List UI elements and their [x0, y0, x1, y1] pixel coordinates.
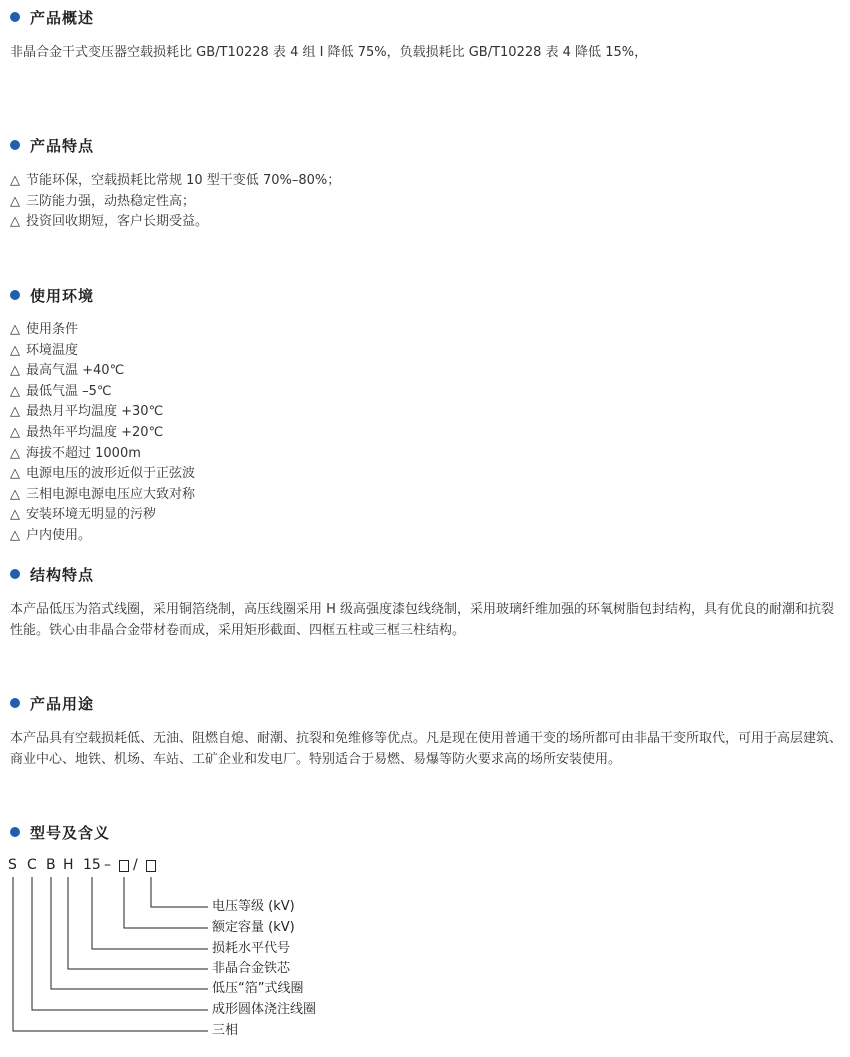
label-foil-winding: 低压“箔”式线圈 [212, 981, 304, 996]
code-dash: – [104, 857, 111, 873]
connector-loss-level [92, 877, 208, 949]
list-item: △ 投资回收期短，客户长期受益。 [10, 214, 209, 230]
environment-heading [10, 284, 94, 306]
label-cast-coil: 成形圆体浇注线圈 [212, 1002, 317, 1017]
list-item: △ 电源电压的波形近似于正弦波 [10, 466, 196, 482]
list-item: △ 最热月平均温度 +30℃ [10, 404, 164, 420]
overview-heading [10, 6, 94, 28]
list-item: △ 最高气温 +40℃ [10, 363, 125, 379]
list-item: △ 最低气温 –5℃ [10, 383, 112, 399]
list-item: △ 海拔不超过 1000m [10, 445, 141, 461]
bullet-dot-icon [10, 12, 20, 22]
list-item: △ 安装环境无明显的污秽 [10, 507, 157, 523]
model-heading-text: 型号及含义 [30, 823, 111, 842]
triangle-icon: △ [10, 342, 20, 358]
connector-amorphous-core [68, 877, 208, 969]
list-item: △ 三相电源电源电压应大致对称 [10, 486, 196, 502]
triangle-icon: △ [10, 466, 20, 482]
label-voltage-level: 电压等级 (kV) [212, 899, 295, 914]
code-h: H [63, 857, 74, 873]
label-amorphous-core: 非晶合金铁芯 [212, 961, 291, 976]
list-item: △ 节能环保，空载损耗比常规 10 型干变低 70%–80%； [10, 173, 341, 188]
code-s: S [8, 857, 17, 873]
code-15: 15 [83, 857, 101, 873]
triangle-icon: △ [10, 486, 20, 502]
triangle-icon: △ [10, 193, 20, 209]
triangle-icon: △ [10, 507, 20, 523]
placeholder-square-capacity [119, 860, 129, 872]
bullet-dot-icon [10, 698, 20, 708]
list-item: △ 三防能力强，动热稳定性高； [10, 193, 196, 209]
code-slash: / [133, 857, 138, 873]
code-c: C [27, 857, 37, 873]
model-heading [10, 821, 110, 843]
features-heading [10, 134, 94, 156]
triangle-icon: △ [10, 383, 20, 399]
structure-heading [10, 563, 94, 585]
placeholder-square-voltage [146, 860, 156, 872]
label-loss-level: 损耗水平代号 [212, 941, 291, 956]
model-designation-diagram [0, 855, 400, 1055]
connector-foil-winding [51, 877, 208, 989]
bullet-dot-icon [10, 827, 20, 837]
triangle-icon: △ [10, 363, 20, 379]
overview-text: 非晶合金干式变压器空载损耗比 GB/T10228 表 4 组 I 降低 75%，负载损耗比 GB/T10228 表 4 降低 15%， [10, 45, 648, 60]
connector-cast-coil [32, 877, 208, 1010]
list-item: △ 户内使用。 [10, 527, 92, 543]
structure-text: 本产品低压为箔式线圈，采用铜箔绕制，高压线圈采用 H 级高强度漆包线绕制，采用玻璃纤维加强的环氧树脂包封结构，具有优良的耐潮和抗裂性能。铁心由非晶合金带材卷而成，采用矩形截面、四框五柱或三框三柱结构。 [10, 602, 835, 638]
environment-list [10, 320, 195, 547]
environment-heading-text: 使用环境 [30, 286, 95, 305]
overview-heading-text: 产品概述 [30, 8, 95, 27]
usage-heading [10, 692, 94, 714]
list-item: △ 环境温度 [10, 342, 79, 358]
label-rated-capacity: 额定容量 (kV) [212, 920, 295, 935]
designation-connector-lines [0, 855, 400, 1055]
triangle-icon: △ [10, 404, 20, 420]
usage-heading-text: 产品用途 [30, 694, 95, 713]
features-list [10, 171, 340, 233]
label-three-phase: 三相 [212, 1023, 239, 1038]
bullet-dot-icon [10, 569, 20, 579]
triangle-icon: △ [10, 322, 20, 337]
connector-voltage-level [151, 877, 208, 907]
bullet-dot-icon [10, 140, 20, 150]
triangle-icon: △ [10, 445, 20, 461]
connector-three-phase [13, 877, 208, 1031]
connector-rated-capacity [124, 877, 208, 928]
list-item: △ 最热年平均温度 +20℃ [10, 424, 164, 440]
triangle-icon: △ [10, 527, 20, 543]
code-b: B [46, 857, 56, 873]
triangle-icon: △ [10, 173, 20, 188]
list-item: △ 使用条件 [10, 322, 79, 337]
features-heading-text: 产品特点 [30, 136, 95, 155]
usage-text: 本产品具有空载损耗低、无油、阻燃自熄、耐潮、抗裂和免维修等优点。凡是现在使用普通干变的场所都可由非晶干变所取代，可用于高层建筑、商业中心、地铁、机场、车站、工矿企业和发电厂。特别适合于易燃、易爆等防火要求高的场所安装使用。 [10, 731, 843, 767]
triangle-icon: △ [10, 424, 20, 440]
triangle-icon: △ [10, 214, 20, 230]
bullet-dot-icon [10, 290, 20, 300]
structure-heading-text: 结构特点 [30, 565, 95, 584]
